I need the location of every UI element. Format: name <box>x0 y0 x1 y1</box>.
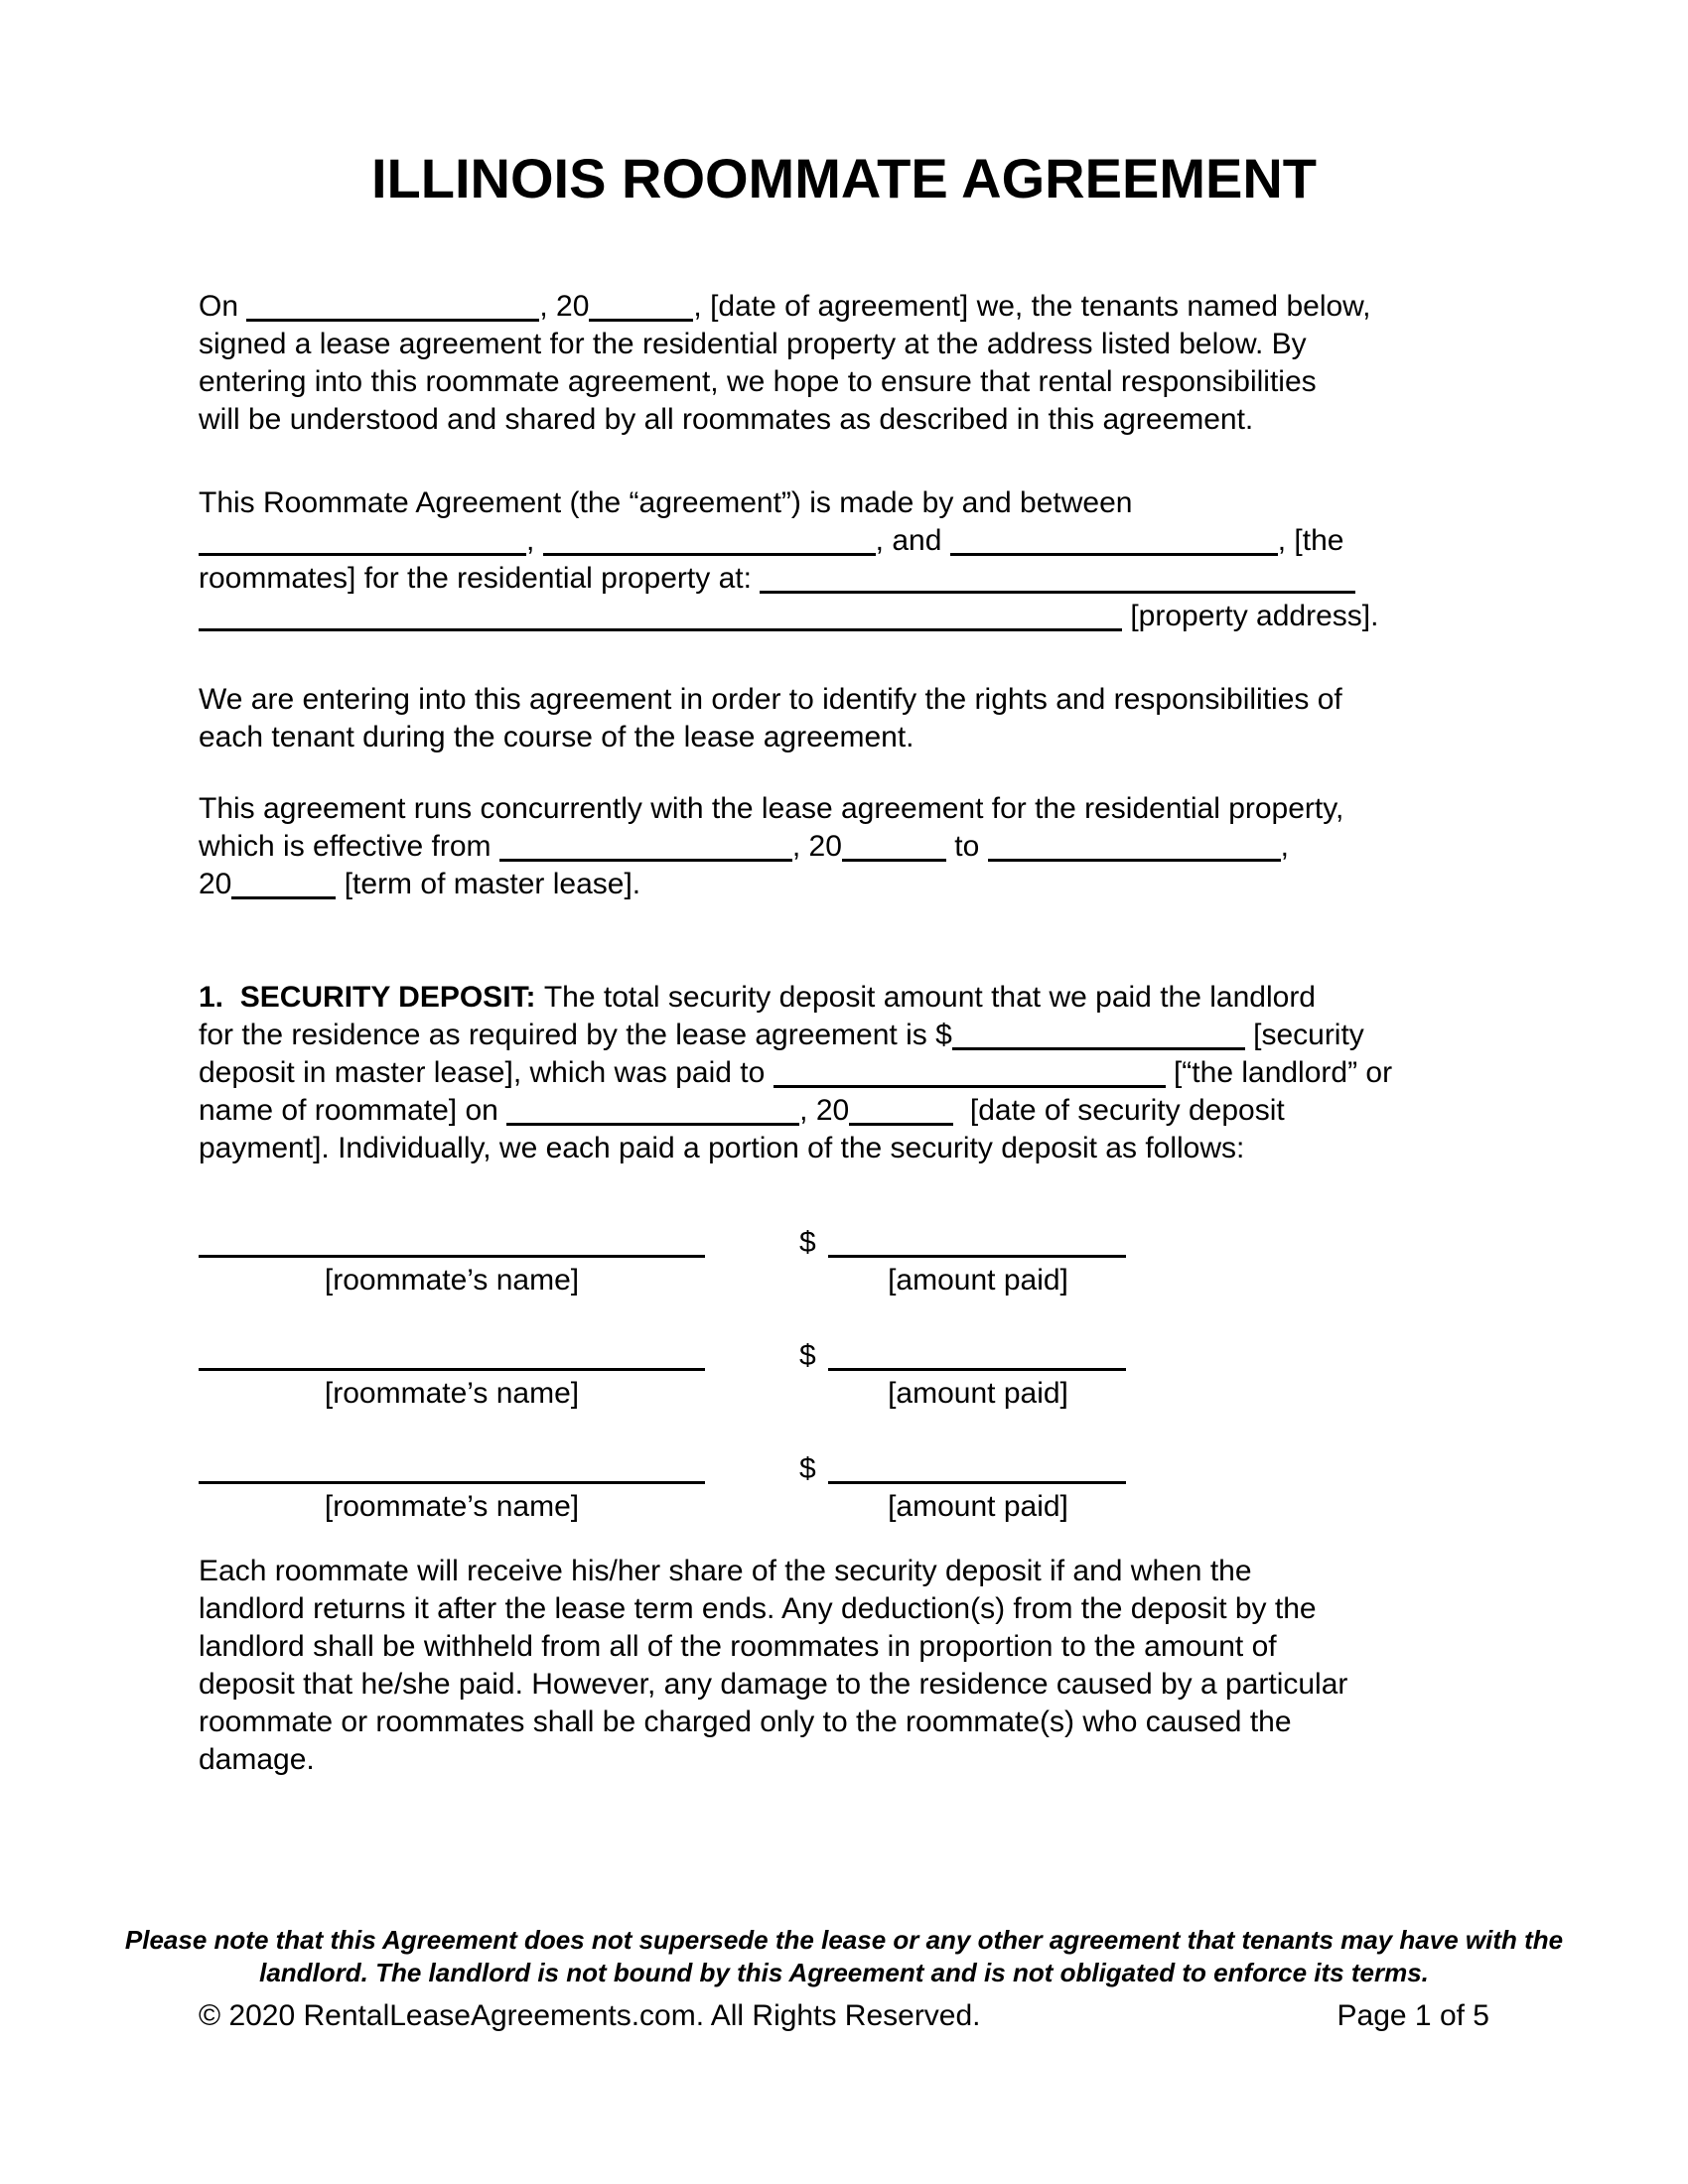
text-line <box>199 598 1489 635</box>
text-segment: [date of security deposit <box>953 1094 1285 1127</box>
blank-field <box>849 1123 953 1126</box>
text-line <box>199 560 1489 598</box>
text-line <box>199 484 1489 522</box>
footnote-line: Please note that this Agreement does not supersede the lease or any other agreement that tenants may have with the <box>124 1925 1564 1955</box>
deposit-entry-line <box>199 1450 1489 1488</box>
text-segment: [property address]. <box>1122 600 1379 632</box>
amount-paid-label: [amount paid] <box>888 1264 1068 1297</box>
text-segment: each tenant during the course of the lease agreement. <box>199 721 914 753</box>
blank-field <box>842 859 946 862</box>
text-segment: We are entering into this agreement in order to identify the rights and responsibilities of <box>199 683 1342 716</box>
text-segment: payment]. Individually, we each paid a portion of the security deposit as follows: <box>199 1132 1245 1164</box>
text-segment: name of roommate] on <box>199 1094 507 1127</box>
text-segment: deposit that he/she paid. However, any damage to the residence caused by a particular <box>199 1668 1348 1701</box>
text-line <box>199 681 1489 719</box>
text-line <box>199 363 1489 401</box>
page-footer <box>199 1997 1489 2035</box>
text-segment: , <box>526 524 543 557</box>
text-line <box>199 1092 1489 1130</box>
deposit-row-1 <box>199 1224 1489 1299</box>
blank-field <box>246 319 539 322</box>
blank-field <box>950 553 1278 556</box>
currency-symbol: $ <box>799 1226 816 1259</box>
text-segment: roommates] for the residential property at: <box>199 562 761 595</box>
currency-symbol: $ <box>799 1339 816 1372</box>
roommate-name-label: [roommate’s name] <box>324 1377 580 1410</box>
text-segment: On <box>199 290 247 323</box>
text-segment: Each roommate will receive his/her share of the security deposit if and when the <box>199 1555 1252 1587</box>
deposit-distribution-paragraph <box>199 1553 1489 1779</box>
text-line <box>199 1017 1489 1054</box>
text-segment: , [the <box>1277 524 1344 557</box>
text-segment: This Roommate Agreement (the “agreement”) is made by and between <box>199 486 1133 519</box>
text-segment: for the residence as required by the lease agreement is $ <box>199 1019 952 1051</box>
text-segment: , and <box>875 524 950 557</box>
deposit-label-line <box>199 1488 1489 1526</box>
currency-symbol: $ <box>799 1452 816 1485</box>
deposit-row-3 <box>199 1450 1489 1526</box>
deposit-entry-line <box>199 1224 1489 1262</box>
text-segment: will be understood and shared by all roommates as described in this agreement. <box>199 403 1254 436</box>
blank-field <box>952 1047 1245 1050</box>
deposit-label-line <box>199 1262 1489 1299</box>
amount-paid-label: [amount paid] <box>888 1377 1068 1410</box>
text-segment: which is effective from <box>199 830 499 863</box>
text-segment: landlord returns it after the lease term ends. Any deduction(s) from the deposit by the <box>199 1592 1317 1625</box>
text-segment: damage. <box>199 1743 315 1776</box>
blank-field <box>506 1123 799 1126</box>
roommate-name-blank <box>199 1481 705 1484</box>
security-deposit-paragraph <box>199 979 1489 1167</box>
text-line <box>199 1741 1489 1779</box>
page-number-label: Page 1 of 5 <box>1336 1999 1489 2032</box>
blank-field <box>543 553 876 556</box>
deposit-row-2 <box>199 1337 1489 1413</box>
footnote-line: landlord. The landlord is not bound by this Agreement and is not obligated to enforce its terms. <box>259 1958 1429 1987</box>
text-segment: signed a lease agreement for the residential property at the address listed below. By <box>199 328 1307 360</box>
footnote <box>0 1924 1688 1989</box>
roommate-name-blank <box>199 1368 705 1371</box>
text-segment: , 20 <box>799 1094 850 1127</box>
blank-field <box>760 591 1355 594</box>
text-segment: to <box>945 830 988 863</box>
deposit-entry-line <box>199 1337 1489 1375</box>
roommate-name-label: [roommate’s name] <box>324 1490 580 1523</box>
roommate-name-label: [roommate’s name] <box>324 1264 580 1297</box>
text-segment: , <box>1280 830 1289 863</box>
text-segment: , 20 <box>539 290 590 323</box>
text-segment: , 20 <box>791 830 842 863</box>
text-segment: [security <box>1244 1019 1364 1051</box>
text-segment: landlord shall be withheld from all of the roommates in proportion to the amount of <box>199 1630 1277 1663</box>
text-segment: , [date of agreement] we, the tenants named below, <box>693 290 1371 323</box>
text-segment: [“the landlord” or <box>1165 1056 1393 1089</box>
text-line <box>199 1666 1489 1704</box>
text-line <box>199 401 1489 439</box>
text-line <box>199 866 1489 903</box>
text-line <box>199 1553 1489 1590</box>
text-segment: deposit in master lease], which was paid to <box>199 1056 774 1089</box>
text-line <box>199 828 1489 866</box>
copyright-text: © 2020 RentalLeaseAgreements.com. All Rights Reserved. <box>199 1999 981 2032</box>
text-line <box>199 790 1489 828</box>
text-segment: entering into this roommate agreement, we hope to ensure that rental responsibilities <box>199 365 1317 398</box>
roommate-name-blank <box>199 1255 705 1258</box>
text-line <box>199 979 1489 1017</box>
text-line <box>199 326 1489 363</box>
text-line <box>199 1628 1489 1666</box>
document-body <box>199 288 1489 1779</box>
blank-field <box>589 319 693 322</box>
amount-paid-blank <box>828 1481 1126 1484</box>
text-line <box>199 719 1489 756</box>
text-line <box>199 1054 1489 1092</box>
blank-field <box>199 628 1122 631</box>
text-line <box>199 1704 1489 1741</box>
text-line <box>199 288 1489 326</box>
blank-field <box>774 1085 1166 1088</box>
text-line <box>199 522 1489 560</box>
amount-paid-blank <box>828 1255 1126 1258</box>
amount-paid-blank <box>828 1368 1126 1371</box>
blank-field <box>231 896 336 899</box>
blank-field <box>199 553 526 556</box>
text-segment: 1. SECURITY DEPOSIT: <box>199 981 544 1014</box>
text-segment: [term of master lease]. <box>336 868 641 900</box>
blank-field <box>988 859 1281 862</box>
text-segment: This agreement runs concurrently with the lease agreement for the residential property, <box>199 792 1344 825</box>
text-segment: 20 <box>199 868 232 900</box>
parties-paragraph <box>199 484 1489 635</box>
text-segment: roommate or roommates shall be charged only to the roommate(s) who caused the <box>199 1706 1292 1738</box>
blank-field <box>499 859 792 862</box>
intro-paragraph <box>199 288 1489 439</box>
amount-paid-label: [amount paid] <box>888 1490 1068 1523</box>
term-paragraph <box>199 790 1489 903</box>
text-line <box>199 1130 1489 1167</box>
document-title: ILLINOIS ROOMMATE AGREEMENT <box>371 147 1317 209</box>
text-segment: The total security deposit amount that we paid the landlord <box>543 981 1316 1014</box>
deposit-label-line <box>199 1375 1489 1413</box>
text-line <box>199 1590 1489 1628</box>
purpose-paragraph <box>199 681 1489 756</box>
